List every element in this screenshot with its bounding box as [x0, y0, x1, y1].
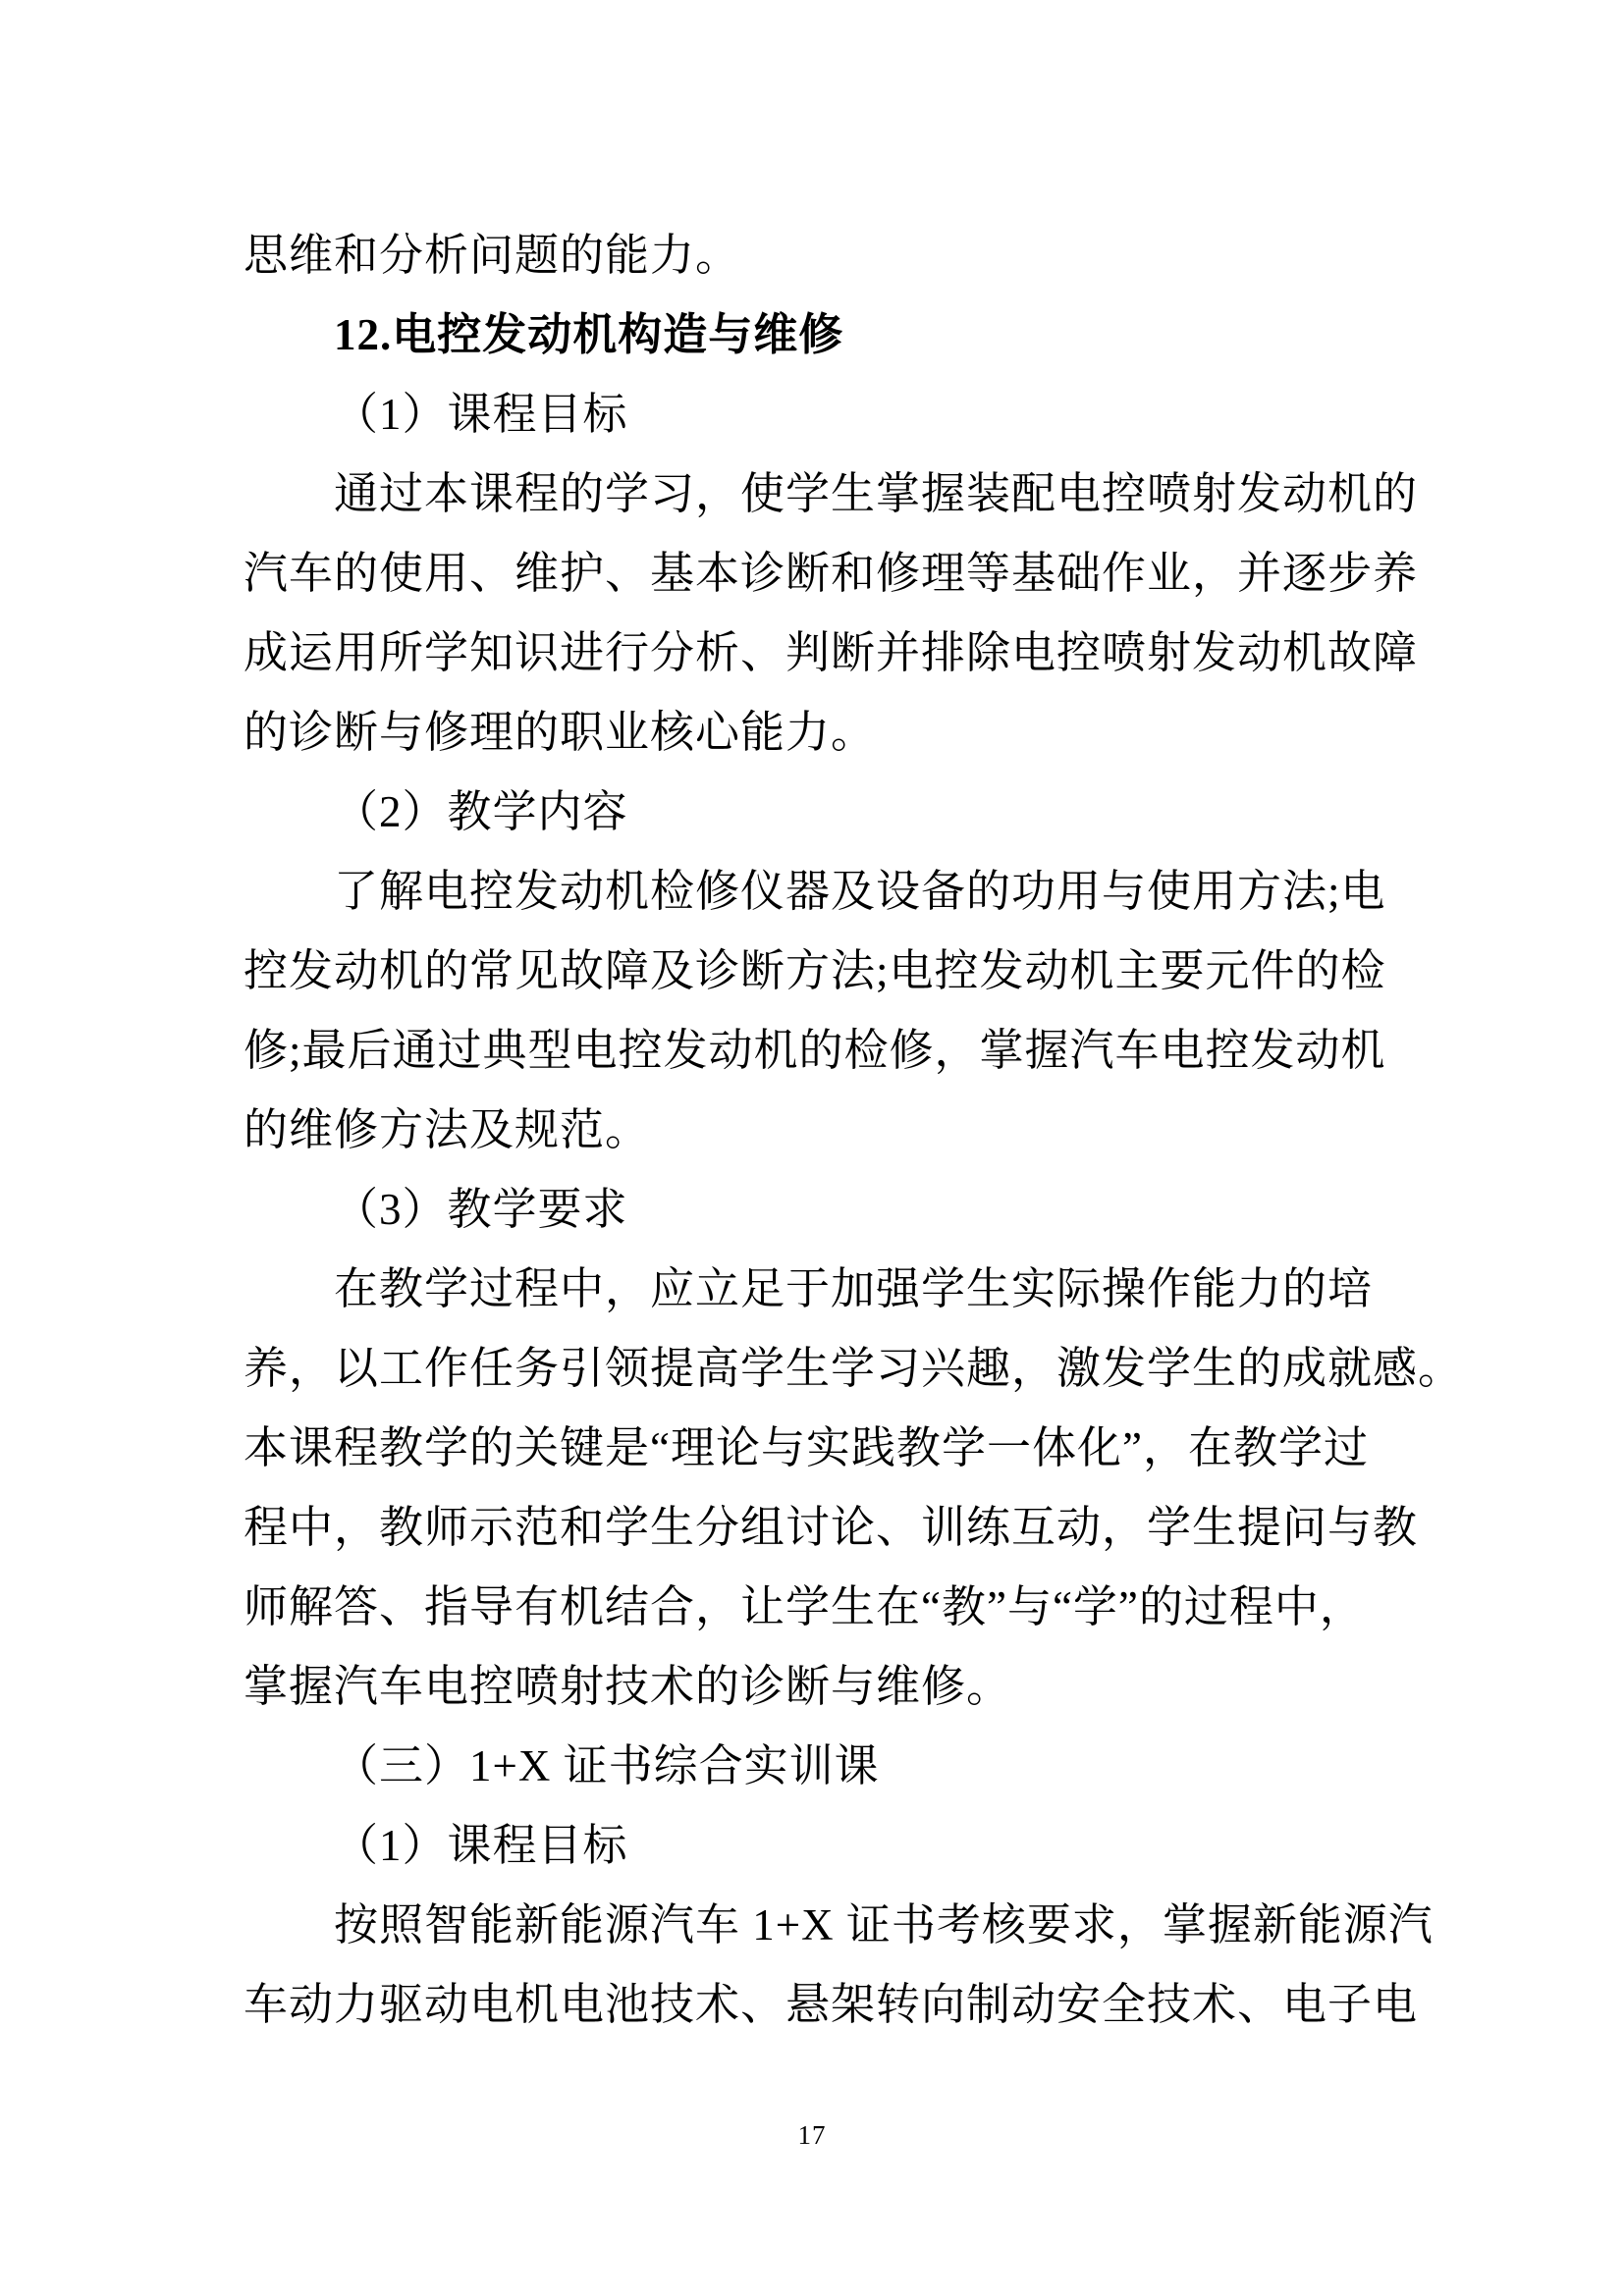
body-text-line: 的诊断与修理的职业核心能力。 — [244, 708, 877, 757]
body-text-line: 了解电控发动机检修仪器及设备的功用与使用方法;电 — [334, 867, 1386, 916]
body-text-line: 车动力驱动电机电池技术、悬架转向制动安全技术、电子电 — [244, 1980, 1419, 2029]
body-text-line: 养，以工作任务引领提高学生学习兴趣，激发学生的成就感。 — [244, 1344, 1464, 1393]
chapter-heading-line: 12.电控发动机构造与维修 — [334, 310, 844, 359]
body-text-line: 通过本课程的学习，使学生掌握装配电控喷射发动机的 — [334, 469, 1419, 518]
body-text-line: 按照智能新能源汽车 1+X 证书考核要求，掌握新能源汽 — [334, 1900, 1434, 1949]
body-text-line: 程中，教师示范和学生分组讨论、训练互动，学生提问与教 — [244, 1503, 1419, 1552]
body-text-line: 成运用所学知识进行分析、判断并排除电控喷射发动机故障 — [244, 628, 1419, 677]
body-text-line: 思维和分析问题的能力。 — [244, 231, 741, 280]
section-heading-line: （3）教学要求 — [334, 1185, 628, 1234]
body-text-line: 的维修方法及规范。 — [244, 1105, 651, 1154]
section-heading-line: （1）课程目标 — [334, 390, 628, 439]
document-body — [244, 216, 1464, 2045]
section-heading-line: （2）教学内容 — [334, 787, 628, 836]
body-text-line: 师解答、指导有机结合，让学生在“教”与“学”的过程中， — [244, 1582, 1365, 1631]
page-number: 17 — [797, 2120, 827, 2150]
body-text-line: 掌握汽车电控喷射技术的诊断与维修。 — [244, 1662, 1012, 1711]
body-text-line: 汽车的使用、维护、基本诊断和修理等基础作业，并逐步养 — [244, 549, 1419, 598]
body-text-line: 在教学过程中，应立足于加强学生实际操作能力的培 — [334, 1264, 1374, 1313]
body-text-line: 控发动机的常见故障及诊断方法;电控发动机主要元件的检 — [244, 946, 1386, 995]
body-text-line: 修;最后通过典型电控发动机的检修，掌握汽车电控发动机 — [244, 1026, 1386, 1075]
body-text-line: 本课程教学的关键是“理论与实践教学一体化”，在教学过 — [244, 1423, 1369, 1472]
section-heading-line: （1）课程目标 — [334, 1821, 628, 1870]
section-heading-line: （三）1+X 证书综合实训课 — [334, 1741, 880, 1790]
